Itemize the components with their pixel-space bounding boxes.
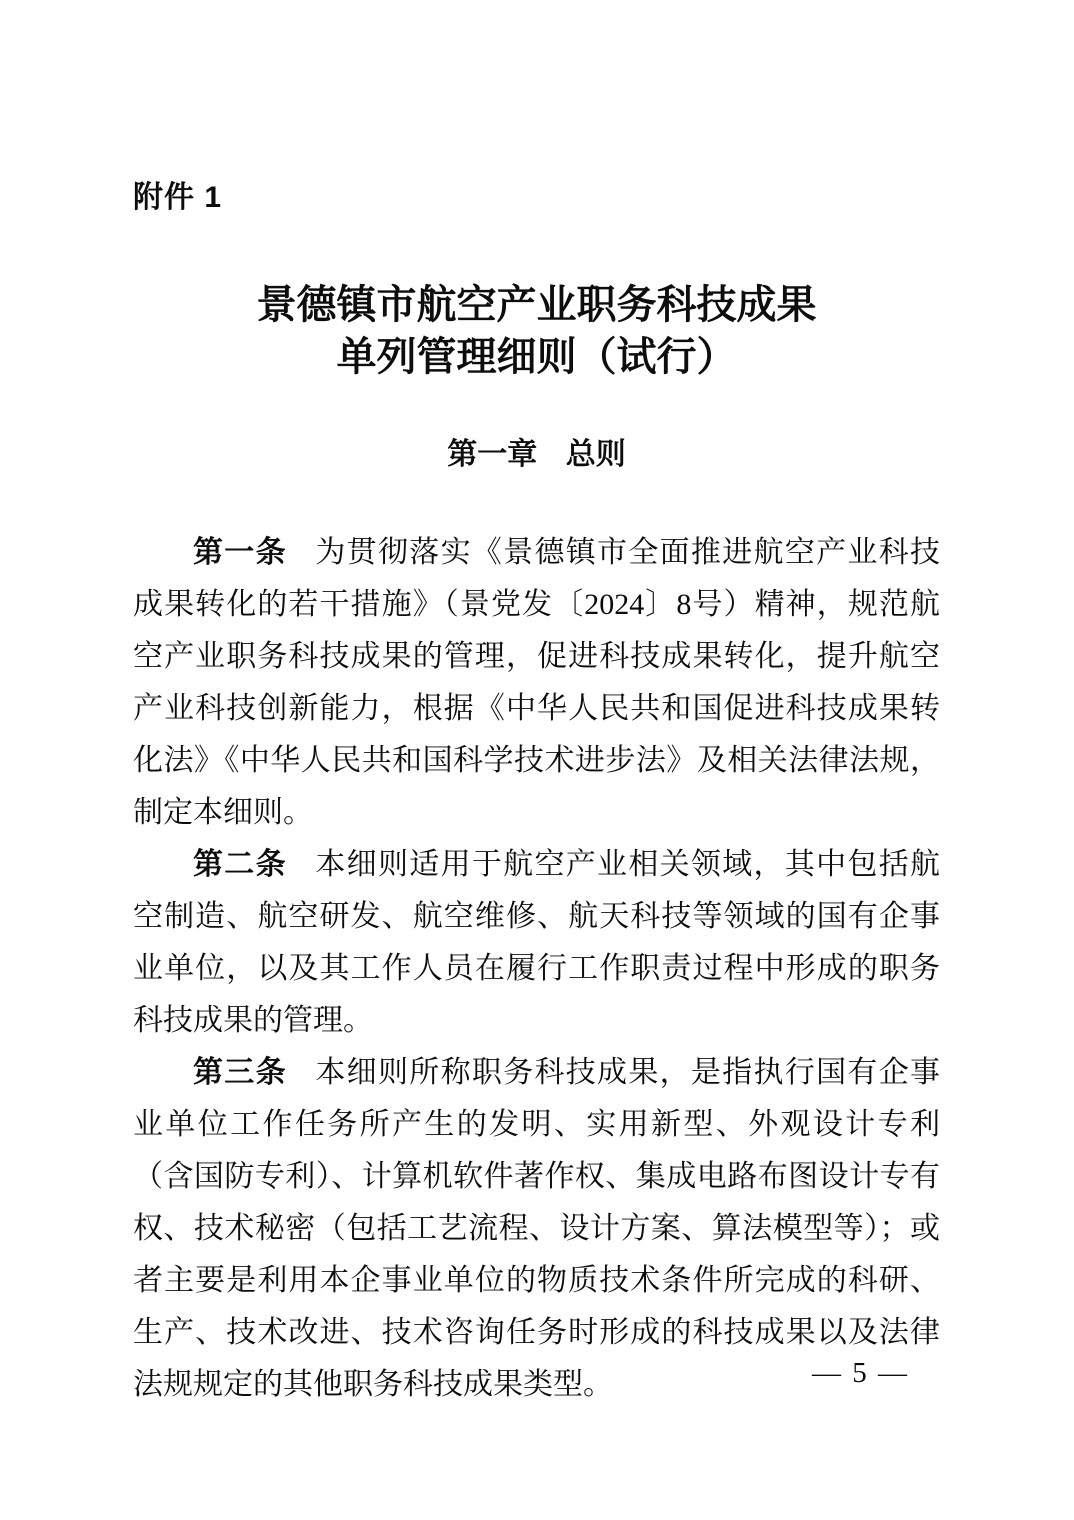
chapter-number: 第一章 — [447, 438, 538, 471]
article-1-text: 为贯彻落实《景德镇市全面推进航空产业科技成果转化的若干措施》（景党发〔2024〕8号）精神，规范航空产业职务科技成果的管理，促进科技成果转化，提升航空产业科技创新能力，根据《中华人民共和国促进科技成果转化法》《中华人民共和国科学技术进步法》及相关法律法规，制定本细则。 — [133, 536, 941, 829]
document-title — [133, 279, 940, 383]
chapter-heading — [133, 435, 940, 475]
article-2-text: 本细则适用于航空产业相关领域，其中包括航空制造、航空研发、航空维修、航天科技等领域的国有企事业单位，以及其工作人员在履行工作职责过程中形成的职务科技成果的管理。 — [133, 848, 941, 1037]
article-paragraph-1 — [133, 527, 940, 839]
page-number: — 5 — — [812, 1357, 909, 1389]
article-1-label: 第一条 — [193, 536, 287, 569]
chapter-name: 总则 — [565, 438, 626, 471]
document-body — [133, 527, 940, 1411]
article-2-label: 第二条 — [193, 848, 287, 881]
article-paragraph-2 — [133, 839, 940, 1047]
document-title-line2: 单列管理细则（试行） — [336, 334, 737, 379]
article-3-text: 本细则所称职务科技成果，是指执行国有企事业单位工作任务所产生的发明、实用新型、外观设计专利（含国防专利）、计算机软件著作权、集成电路布图设计专有权、技术秘密（包括工艺流程、设计方案、算法模型等）；或者主要是利用本企事业单位的物质技术条件所完成的科研、生产、技术改进、技术咨询任务时形成的科技成果以及法律法规规定的其他职务科技成果类型。 — [133, 1056, 941, 1401]
document-title-line1: 景德镇市航空产业职务科技成果 — [256, 282, 817, 327]
article-3-label: 第三条 — [193, 1056, 287, 1089]
attachment-label: 附件 1 — [133, 181, 223, 214]
